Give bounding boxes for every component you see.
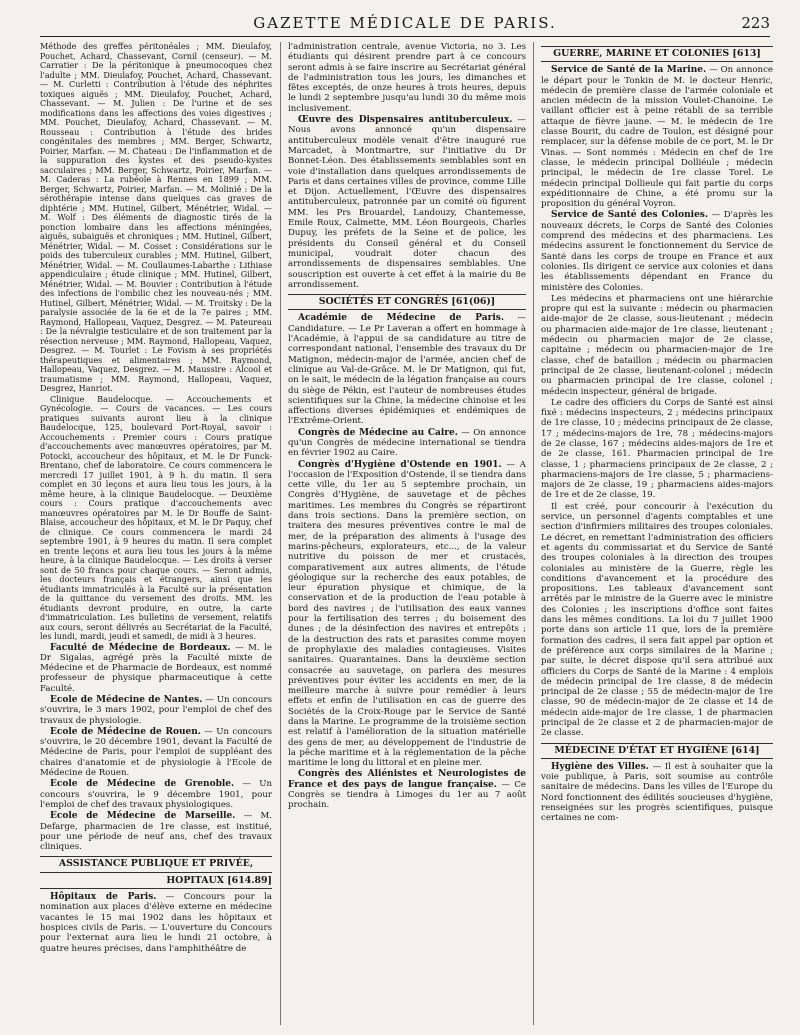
- colonies-text: — D'après les nouveaux décrets, le Corps de Santé des Colonies comprend des médecins et des pharmaciens. Les médecins assurent le fonctionnement du Service de Santé dans les corps de troupe en France et aux colonies. Ils dirigent ce service aux colonies et dans les établissements dépendant en France du ministère des Colonies.: [541, 210, 773, 293]
- hopitaux-heading: Hôpitaux de Paris.: [50, 892, 157, 903]
- bordeaux-text: — M. le Dr Sigalas, agrégé près la Faculté mixte de Médecine et de Pharmacie de Bordeaux, est nommé professeur de physique pharmaceutique à cette Faculté.: [40, 642, 272, 694]
- section-heading-assistance: ASSISTANCE PUBLIQUE ET PRIVÉE,: [40, 856, 272, 872]
- marseille-notice: [40, 811, 272, 852]
- hopitaux-notice: [40, 892, 272, 954]
- ostende-text: — A l'occasion de l'Exposition d'Ostende, il se tiendra dans cette ville, du 1er au 5 septembre prochain, un Congrès d'Hygiène, de sauvetage et de pêches maritimes. Les membres du Congrès se répartiront dans trois sections. Dans la première section, on traitera des mesures préventives contre le mal de mer, de la préparation des aliments à l'usage des marins-pêcheurs, explorateurs, etc..., de la valeur nutritive du poisson de mer et crustacés, comparativement aux autres aliments, de l'étude géologique sur la recherche des eaux potables, de leur épuration physique et chimique, de la conservation et de la production de l'eau potable à bord des navires ; de l'utilisation des eaux vannes pour la fertilisation des terres ; du boisement des dunes ; de la désinfection des navires et entrepôts ; de la destruction des rats et parasites comme moyen de prophylaxie des maladies contagieuses. Visites sanitaires. Quarantaines. Dans la deuxième section consacrée au sauvetage, on parlera des mesures préventives pour éviter les accidents en mer, de la meilleure marche à suivre pour remédier à leurs effets et enfin de l'utilisation en cas de guerre des Sociétés de la Croix-Rouge par le Service de Santé dans la Marine. Le programme de la troisième section est relatif à l'amélioration de la situation matérielle des gens de mer, au développement de l'industrie de la pêche maritime et à la réglementation de la pêche maritime le long du littoral et en pleine mer.: [288, 459, 526, 769]
- nantes-text: — Un concours s'ouvrira, le 3 mars 1902, pour l'emploi de chef des travaux de physiologie.: [40, 694, 272, 726]
- nantes-notice: [40, 695, 272, 726]
- header-rule: [40, 36, 770, 37]
- academie-notice: [288, 313, 526, 426]
- marseille-text: — M. Defarge, pharmacien de 1re classe, est institué, pour une période de neuf ans, chef des travaux cliniques.: [40, 811, 272, 853]
- marine-notice: [541, 65, 773, 209]
- caire-text: — On annonce qu'un Congrès de médecine international se tiendra en février 1902 au Caire.: [288, 427, 526, 459]
- thesis-list: Méthode des greffes péritonéales ; MM. Dieulafoy, Pouchet, Achard, Chassevant, Cornil (censeur). — M. Carratier : De la péritonique à pneumocoques chez l'adulte ; MM. Dieulafoy, Pouchet, Achard, Chassevant. — M. Curletti : Contribution à l'étude des néphrites toxiques aiguës ; MM. Dieulafoy, Pouchet, Achard, Chassevant. — M. Julien : De l'urine et de ses modifications dans les affections des voies digestives ; MM. Pouchet, Dieulafoy, Achard, Chassevant. — M. Rousseau : Contribution à l'étude des brides congénitales des membres ; MM. Berger, Schwartz, Poirier, Marfan. — M. Chateau : De l'inflammation et de la suppuration des kystes et des pseudo-kystes sacculaires ; MM. Berger, Schwartz, Poirier, Marfan. — M. Caderas : La rubéole à Rennes en 1899 ; MM. Berger, Schwartz, Poirier, Marfan. — M. Molinié : De la sérothérapie intense dans quelques cas graves de diphtérie ; MM. Hutinel, Gilbert, Ménétrier, Widal. — M. Wolf : Des éléments de diagnostic tirés de la ponction lombaire dans les affections méningées, aiguës, subaiguës et chroniques ; MM. Hutinel, Gilbert, Ménétrier, Widal. — M. Cosset : Considérations sur le poids des tuberculeux curables ; MM. Hutinel, Gilbert, Ménétrier, Widal. — M. Coullaumes-Labarthe : Lithiase appendiculaire ; étude clinique ; MM. Hutinel, Gilbert, Ménétrier, Widal. — M. Bouvier : Contribution à l'étude des infections de l'ombilic chez les nouveau-nés ; MM. Hutinel, Gilbert, Ménétrier, Widal. — M. Troitsky : De la paralysie associée de la 6e et de la 7e paires ; MM. Raymond, Hallopeau, Vaquez, Desgrez. — M. Pateureau : De la névralgie testiculaire et de son traitement par la résection nerveuse ; MM. Raymond, Hallopeau, Vaquez, Desgrez. — M. Tourlet : Le Fovism à ses propriétés thérapeutiques et alimentaires ; MM. Raymond, Hallopeau, Vaquez, Desgrez. — M. Maussire : Alcool et traumatisme ; MM. Raymond, Hallopeau, Vaquez, Desgrez, Hanriot.: [40, 42, 272, 393]
- column-rule-2: [533, 42, 534, 1025]
- column-rule-1: [280, 42, 281, 1025]
- column-left: [40, 42, 272, 1027]
- section-heading-hopitaux: HOPITAUX [614.89]: [40, 876, 272, 889]
- section-heading-societes: SOCIÉTÉS ET CONGRÈS [61(06)]: [288, 294, 526, 310]
- section-heading-medecine-etat: MÉDECINE D'ÉTAT ET HYGIÈNE [614]: [541, 743, 773, 759]
- journal-title: GAZETTE MÉDICALE DE PARIS.: [253, 14, 557, 32]
- rouen-text: — Un concours s'ouvrira, le 20 décembre 1901, devant la Faculté de Médecine de Paris, pour l'emploi de suppléant des chaires d'anatomie et de physiologie à l'Ecole de Médecine de Rouen.: [40, 726, 272, 779]
- marine-text: — On annonce le départ pour le Tonkin de M. le docteur Henric, médecin de première classe de l'armée coloniale et ancien médecin de la mission Voulet-Chanoine. Le vaillant officier est à peine rétabli de sa terrible attaque de fièvre jaune. — M. le médecin de 1re classe Bourit, du cadre de Toulon, est désigné pour remplacer, sur la défense mobile de ce port, M. le Dr Vinas. — Sont nommés : Médecin en chef de 1re classe, le médecin principal Dolliéule ; médecin principal, le médecin de 1re classe Torel. Le médecin principal Dollieule qui fait partie du corps expéditionnaire de Chine, a été promu sur la proposition du général Voyron.: [541, 65, 773, 210]
- academie-heading: Académie de Médecine de Paris.: [298, 313, 504, 324]
- externat-continuation: l'administration centrale, avenue Victoria, no 3. Les étudiants qui désirent prendre part à ce concours seront admis à se faire inscrire au Secrétariat général de l'administration tous les jours, les dimanches et fêtes exceptés, de onze heures à trois heures, depuis le lundi 2 septembre jusqu'au lundi 30 du même mois inclusivement.: [288, 42, 526, 114]
- alienistes-notice: [288, 769, 526, 810]
- page-number: 223: [741, 14, 770, 32]
- grenoble-notice: [40, 779, 272, 810]
- academie-text: — Candidature. — Le Pr Laveran a offert en hommage à l'Académie, à l'appui de sa candidature au titre de correspondant national, l'ensemble des travaux du Dr Matignon, médecin-major de l'armée, ancien chef de clinique au Val-de-Grâce. M. le Dr Matignon, qui fut, on le sait, le médecin de la légation française au cours du siège de Pékin, est l'auteur de nombreuses études scientifiques sur la Chine, la médecine chinoise et les affections diverses épidémiques et endémiques de l'Extrême-Orient.: [288, 313, 526, 427]
- villes-notice: [541, 762, 773, 824]
- marseille-heading: Ecole de Médecine de Marseille.: [50, 811, 236, 822]
- section-heading-guerre: GUERRE, MARINE ET COLONIES [613]: [541, 46, 773, 62]
- rouen-notice: [40, 727, 272, 778]
- baudelocque-notice: Clinique Baudelocque. — Accouchements et Gynécologie. — Cours de vacances. — Les cours pratiques suivants auront lieu à la clinique Baudelocque, 125, boulevard Port-Royal, savoir : Accouchements : Premier cours : Cours pratique d'accouchements avec manœuvres opératoires, par M. Potocki, accoucheur des hôpitaux, et M. le Dr Funck-Brentano, chef de laboratoire. Ce cours commencera le mercredi 17 juillet 1901, à 9 h. du matin. Il sera complet en 30 leçons et aura lieu tous les jours, à la même heure, à la clinique Baudelocque. — Deuxième cours : Cours pratique d'accouchements avec manœuvres opératoires par M. le Dr Bouffe de Saint-Blaise, accoucheur des hôpitaux, et M. le Dr Paquy, chef de clinique. Ce cours commencera le mardi 24 septembre 1901, à 9 heures du matin. Il sera complet en trente leçons et aura lieu tous les jours à la même heure, à la clinique Baudelocque. — Les droits à verser sont de 50 francs pour chaque cours. — Seront admis, les docteurs français et étrangers, ainsi que les étudiants immatriculés à la Faculté sur la présentation de la quittance du versement des droits. MM. les étudiants devront produire, en outre, la carte d'immatriculation. Les bulletins de versement, relatifs aux cours, seront délivrés au Secrétariat de la Faculté, les lundi, mardi, jeudi et samedi, de midi à 3 heures.: [40, 393, 272, 641]
- hopitaux-text: — Concours pour la nomination aux places d'élève externe en médecine vacantes le 15 mai 1902 dans les hôpitaux et hospices civils de Paris. — L'ouverture du Concours pour l'externat aura lieu le lundi 21 octobre, à quatre heures précises, dans l'amphithéâtre de: [40, 892, 272, 954]
- colonies-notice: [541, 210, 773, 292]
- nantes-heading: Ecole de Médecine de Nantes.: [50, 694, 203, 705]
- running-head: [40, 14, 770, 36]
- marine-heading: Service de Santé de la Marine.: [551, 65, 707, 76]
- caire-notice: [288, 428, 526, 459]
- decret-paragraph: Il est créé, pour concourir à l'exécution du service, un personnel d'agents comptables et une section d'infirmiers militaires des troupes coloniales. Le décret, en remettant l'administration des officiers et agents du commissariat et du Service de Santé des troupes coloniales à la direction des troupes coloniales au ministère de la Guerre, règle les conditions d'avancement et la procédure des propositions. Les tableaux d'avancement sont arrêtés par le ministre de la Guerre avec le ministre des Colonies ; les inscriptions d'office sont faites dans les mêmes conditions. La loi du 7 juillet 1900 porte dans son article 11 que, lors de la première formation des cadres, il sera fait appel par option et de préférence aux corps similaires de la Marine ; par suite, le décret dispose qu'il sera attribué aux officiers du Corps de Santé de la Marine : 4 emplois de médecin principal de 1re classe, 8 de médecin principal de 2e classe ; 55 de médecin-major de 1re classe, 90 de médecin-major de 2e classe et 14 de médecin aide-major de 1re classe, 1 de pharmacien principal de 2e classe et 2 de pharmacien-major de 2e classe.: [541, 501, 773, 739]
- villes-text: — Il est à souhaiter que la voie publique, à Paris, soit soumise au contrôle sanitaire de médecins. Dans les villes de l'Europe du Nord fonctionnent des édilités soucieuses d'hygiène, renseignées sur les progrès scientifiques, puisque certaines ne com-: [541, 761, 773, 824]
- dispensaires-text: — Nous avons annoncé qu'un dispensaire antituberculeux modèle venait d'être inauguré rue Marcadet, à Montmartre, sur l'initiative du Dr Bonnet-Léon. Des établissements semblables sont en voie d'installation dans quelques arrondissements de Paris et dans certaines villes de province, comme Lille et Dijon. Actuellement, l'Œuvre des dispensaires antituberculeux, patronnée par un comité où figurent MM. les Prs Brouardel, Landouzy, Chantemesse, Emile Roux, Calmette, MM. Léon Bourgeois, Charles Dupuy, les préfets de la Seine et de police, les présidents du Conseil général et du Conseil municipal, voudrait doter chacun des arrondissements de dispensaires semblables. Une souscription est ouverte à cet effet à la mairie du 8e arrondissement.: [288, 115, 526, 290]
- villes-heading: Hygiène des Villes.: [551, 761, 649, 772]
- rouen-heading: Ecole de Médecine de Rouen.: [50, 726, 201, 737]
- hierarchie-paragraph: Les médecins et pharmaciens ont une hiérarchie propre qui est la suivante : médecin ou pharmacien aide-major de 2e classe, sous-lieutenant ; médecin ou pharmacien aide-major de 1re classe, lieutenant ; médecin ou pharmacien major de 2e classe, capitaine ; médecin ou pharmacien-major de 1re classe, chef de bataillon ; médecin ou pharmacien principal de 2e classe, lieutenant-colonel ; médecin ou pharmacien principal de 1re classe, colonel ; médecin inspecteur, général de brigade.: [541, 293, 773, 397]
- dispensaires-notice: [288, 115, 526, 290]
- alienistes-text: — Ce Congrès se tiendra à Limoges du 1er au 7 août prochain.: [288, 779, 526, 811]
- ostende-heading: Congrès d'Hygiène d'Ostende en 1901.: [298, 459, 502, 470]
- grenoble-text: — Un concours s'ouvrira, le 9 décembre 1901, pour l'emploi de chef des travaux physiologiques.: [40, 779, 272, 810]
- colonies-heading: Service de Santé des Colonies.: [551, 210, 708, 221]
- bordeaux-heading: Faculté de Médecine de Bordeaux.: [50, 642, 231, 653]
- dispensaires-heading: Œuvre des Dispensaires antituberculeux.: [298, 115, 513, 126]
- ostende-notice: [288, 460, 526, 769]
- column-right: [541, 42, 773, 1027]
- caire-heading: Congrès de Médecine au Caire.: [298, 427, 458, 438]
- grenoble-heading: Ecole de Médecine de Grenoble.: [50, 779, 235, 790]
- bordeaux-notice: [40, 643, 272, 694]
- cadre-paragraph: Le cadre des officiers du Corps de Santé est ainsi fixé : médecins inspecteurs, 2 ; médecins principaux de 1re classe, 10 ; médecins principaux de 2e classe, 17 ; médecins-majors de 1re, 78 ; médecins-majors de 2e classe, 167 ; médecins aides-majors de 1re et de 2e classe, 161. Pharmacien principal de 1re classe, 1 ; pharmaciens principaux de 2e classe, 2 ; pharmaciens-majors de 1re classe, 5 ; pharmaciens-majors de 2e classe, 19 ; pharmaciens aides-majors de 1re et de 2e classe, 19.: [541, 397, 773, 501]
- alienistes-heading: Congrès des Aliénistes et Neurologistes de France et des pays de langue française.: [288, 769, 526, 790]
- column-middle: [288, 42, 526, 1027]
